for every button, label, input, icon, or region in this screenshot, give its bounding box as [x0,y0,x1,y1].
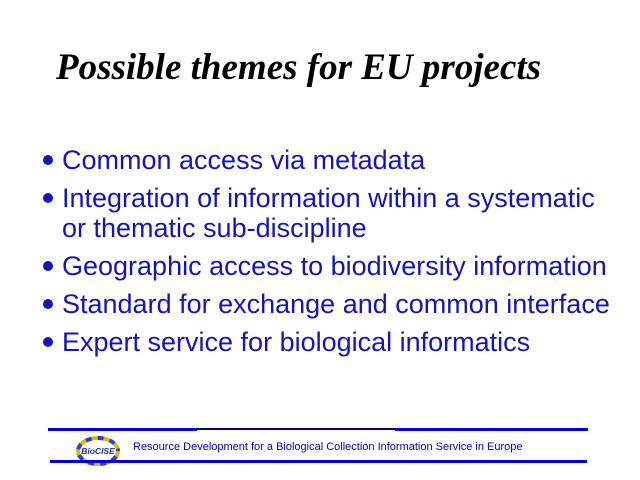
bullet-text [62,183,595,243]
bullet-item [38,183,613,243]
footer-rule-top-right [395,428,588,431]
bullet-line: Expert service for biological informatics [62,327,531,357]
bullet-line: or thematic sub-discipline [62,213,367,243]
bullet-item [38,145,613,175]
bullet-line: Common access via metadata [62,145,426,175]
logo-label: BioCISE [81,446,115,456]
bullet-text [62,145,425,175]
bullet-circle-icon [43,337,53,347]
bullet-circle-icon [43,299,53,309]
bullet-text [62,289,610,319]
footer-rule-bottom [50,460,587,463]
footer-caption: Resource Development for a Biological Collection Information Service in Europe [133,441,523,453]
bullet-text [62,251,607,281]
bullet-circle-icon [43,155,53,165]
footer-rule-top-middle [197,428,395,430]
bullet-circle-icon [43,261,53,271]
footer-rule-top-left [48,428,197,431]
bullet-line: Geographic access to biodiversity information [62,251,607,281]
bullet-item [38,327,613,357]
bullet-item [38,289,613,319]
bullet-line: Integration of information within a systematic [62,183,595,213]
bullet-text [62,327,530,357]
bullet-item [38,251,613,281]
bullet-line: Standard for exchange and common interface [62,289,610,319]
bullet-list [38,145,613,365]
slide-title: Possible themes for EU projects [56,47,542,88]
bullet-circle-icon [43,193,53,203]
